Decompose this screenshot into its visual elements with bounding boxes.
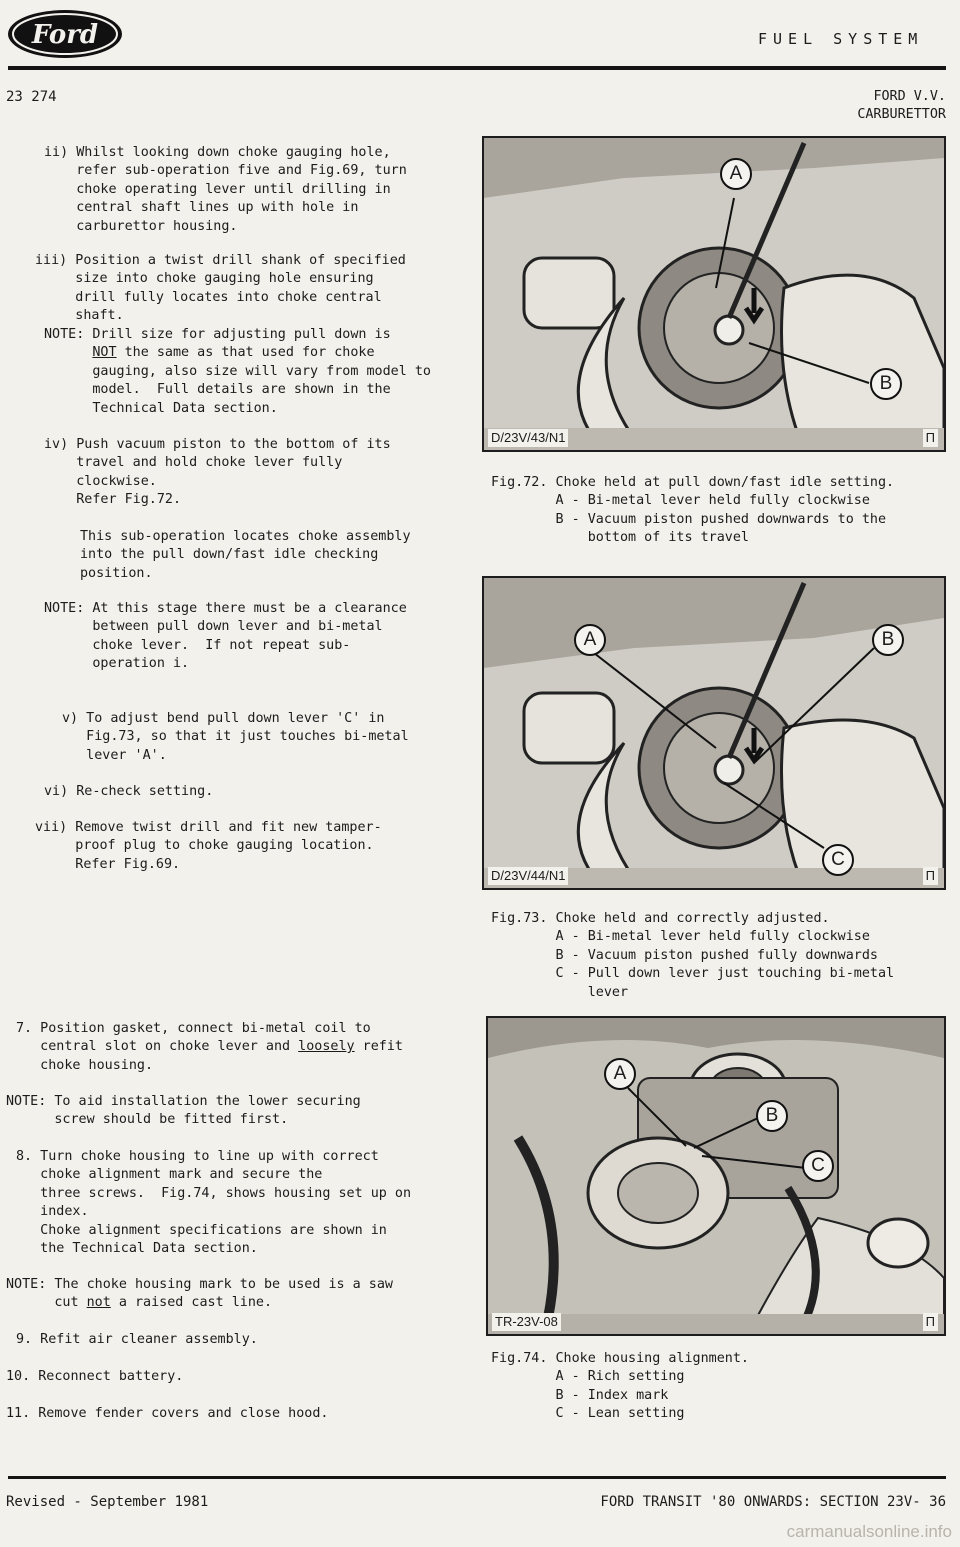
fig-72-callout-b: B bbox=[870, 368, 902, 400]
fig-74-photo bbox=[486, 1016, 946, 1336]
fig-73-callout-c: C bbox=[822, 844, 854, 876]
note-saw-rest: a raised cast line. bbox=[110, 1295, 273, 1311]
note-saw-cut-word: cut bbox=[6, 1295, 87, 1311]
step-iv: iv) Push vacuum piston to the bottom of its travel and hold choke lever fully clockwise. Refer Fig.72. bbox=[44, 437, 391, 508]
footer-revision: Revised - September 1981 bbox=[6, 1494, 209, 1510]
note-drill-rest: the same as that used for choke gauging, also size will vary from model to model. Full details are shown in the Technical Data section. bbox=[92, 345, 431, 416]
header-rule bbox=[8, 66, 946, 70]
step-vi: vi) Re-check setting. bbox=[44, 784, 214, 799]
step-ii: ii) Whilst looking down choke gauging hole, refer sub-operation five and Fig.69, turn choke operating lever until drilling in central shaft lines up with hole in carburettor housing. bbox=[44, 145, 407, 234]
model-title-line-2: CARBURETTOR bbox=[857, 107, 946, 123]
fig-73-plate-mark: Π bbox=[923, 867, 938, 885]
step-v: v) To adjust bend pull down lever 'C' in Fig.73, so that it just touches bi-metal lever 'A'. bbox=[62, 711, 409, 763]
fig-74-plate-code: TR-23V-08 bbox=[492, 1313, 561, 1331]
fig-72-plate-mark: Π bbox=[923, 429, 938, 447]
footer-section: FORD TRANSIT '80 ONWARDS: SECTION 23V- 36 bbox=[600, 1494, 946, 1510]
page-code: 23 274 bbox=[6, 89, 57, 105]
step-10: 10. Reconnect battery. bbox=[6, 1369, 184, 1384]
fig-73-callout-b: B bbox=[872, 624, 904, 656]
model-title-line-1: FORD V.V. bbox=[873, 89, 946, 104]
fig-72-plate-code: D/23V/43/N1 bbox=[488, 429, 568, 447]
fig-72-callout-a: A bbox=[720, 158, 752, 190]
fig-74-plate-mark: Π bbox=[923, 1313, 938, 1331]
fig-72-caption: Fig.72. Choke held at pull down/fast idle setting. A - Bi-metal lever held fully clockwise B - Vacuum piston pushed downwards to the bottom of its travel bbox=[491, 475, 895, 546]
note-install: NOTE: To aid installation the lower securing screw should be fitted first. bbox=[6, 1094, 361, 1128]
step-8: 8. Turn choke housing to line up with correct choke alignment mark and secure the three screws. Fig.74, shows housing set up on index. Choke alignment specifications are shown in the Technical Data section. bbox=[16, 1149, 412, 1257]
step-11: 11. Remove fender covers and close hood. bbox=[6, 1406, 329, 1421]
note-saw-cut bbox=[6, 1276, 393, 1313]
step-9: 9. Refit air cleaner assembly. bbox=[16, 1332, 258, 1347]
fig-73-photo bbox=[482, 576, 946, 890]
fig-74-callout-a: A bbox=[604, 1058, 636, 1090]
note-drill-line: NOTE: Drill size for adjusting pull down is bbox=[44, 327, 391, 342]
step-7 bbox=[16, 1020, 403, 1075]
note-saw-not: not bbox=[86, 1295, 111, 1311]
section-title: FUEL SYSTEM bbox=[758, 30, 924, 48]
step-iii: iii) Position a twist drill shank of specified size into choke gauging hole ensuring drill fully locates into choke central shaft. bbox=[35, 253, 406, 324]
fig-74-callout-b: B bbox=[756, 1100, 788, 1132]
fig-73-caption: Fig.73. Choke held and correctly adjusted. A - Bi-metal lever held fully clockwise B - Vacuum piston pushed fully downwards C - Pull down lever just touching bi-metal lever bbox=[491, 911, 895, 1000]
carburettor-illustration bbox=[484, 138, 944, 450]
step-7-text: 7. Position gasket, connect bi-metal coil to central slot on choke lever and bbox=[16, 1021, 371, 1055]
note-clearance: NOTE: At this stage there must be a clearance between pull down lever and bi-metal choke lever. If not repeat sub- operation i. bbox=[44, 601, 407, 672]
fig-73-callout-a: A bbox=[574, 624, 606, 656]
step-iv-sub: This sub-operation locates choke assembly into the pull down/fast idle checking position. bbox=[80, 529, 411, 581]
note-drill-not: NOT bbox=[92, 345, 117, 361]
watermark-text: carmanualsonline.info bbox=[786, 1521, 952, 1541]
step-7-end: choke housing. bbox=[16, 1057, 154, 1073]
step-7-refit: refit bbox=[354, 1039, 403, 1055]
note-saw-line: NOTE: The choke housing mark to be used is a saw bbox=[6, 1277, 393, 1292]
footer-rule bbox=[8, 1476, 946, 1479]
carburettor-illustration bbox=[484, 578, 944, 888]
engine-bay-illustration bbox=[488, 1018, 944, 1334]
ford-logo bbox=[6, 8, 124, 60]
step-7-loosely: loosely bbox=[298, 1039, 355, 1055]
model-title bbox=[746, 88, 946, 125]
logo-text: Ford bbox=[31, 20, 99, 50]
fig-74-caption: Fig.74. Choke housing alignment. A - Rich setting B - Index mark C - Lean setting bbox=[491, 1351, 749, 1422]
step-vii: vii) Remove twist drill and fit new tamper- proof plug to choke gauging location. Refer Fig.69. bbox=[35, 820, 382, 872]
fig-72-photo bbox=[482, 136, 946, 452]
fig-73-plate-code: D/23V/44/N1 bbox=[488, 867, 568, 885]
note-drill-size bbox=[44, 326, 431, 418]
fig-74-callout-c: C bbox=[802, 1150, 834, 1182]
